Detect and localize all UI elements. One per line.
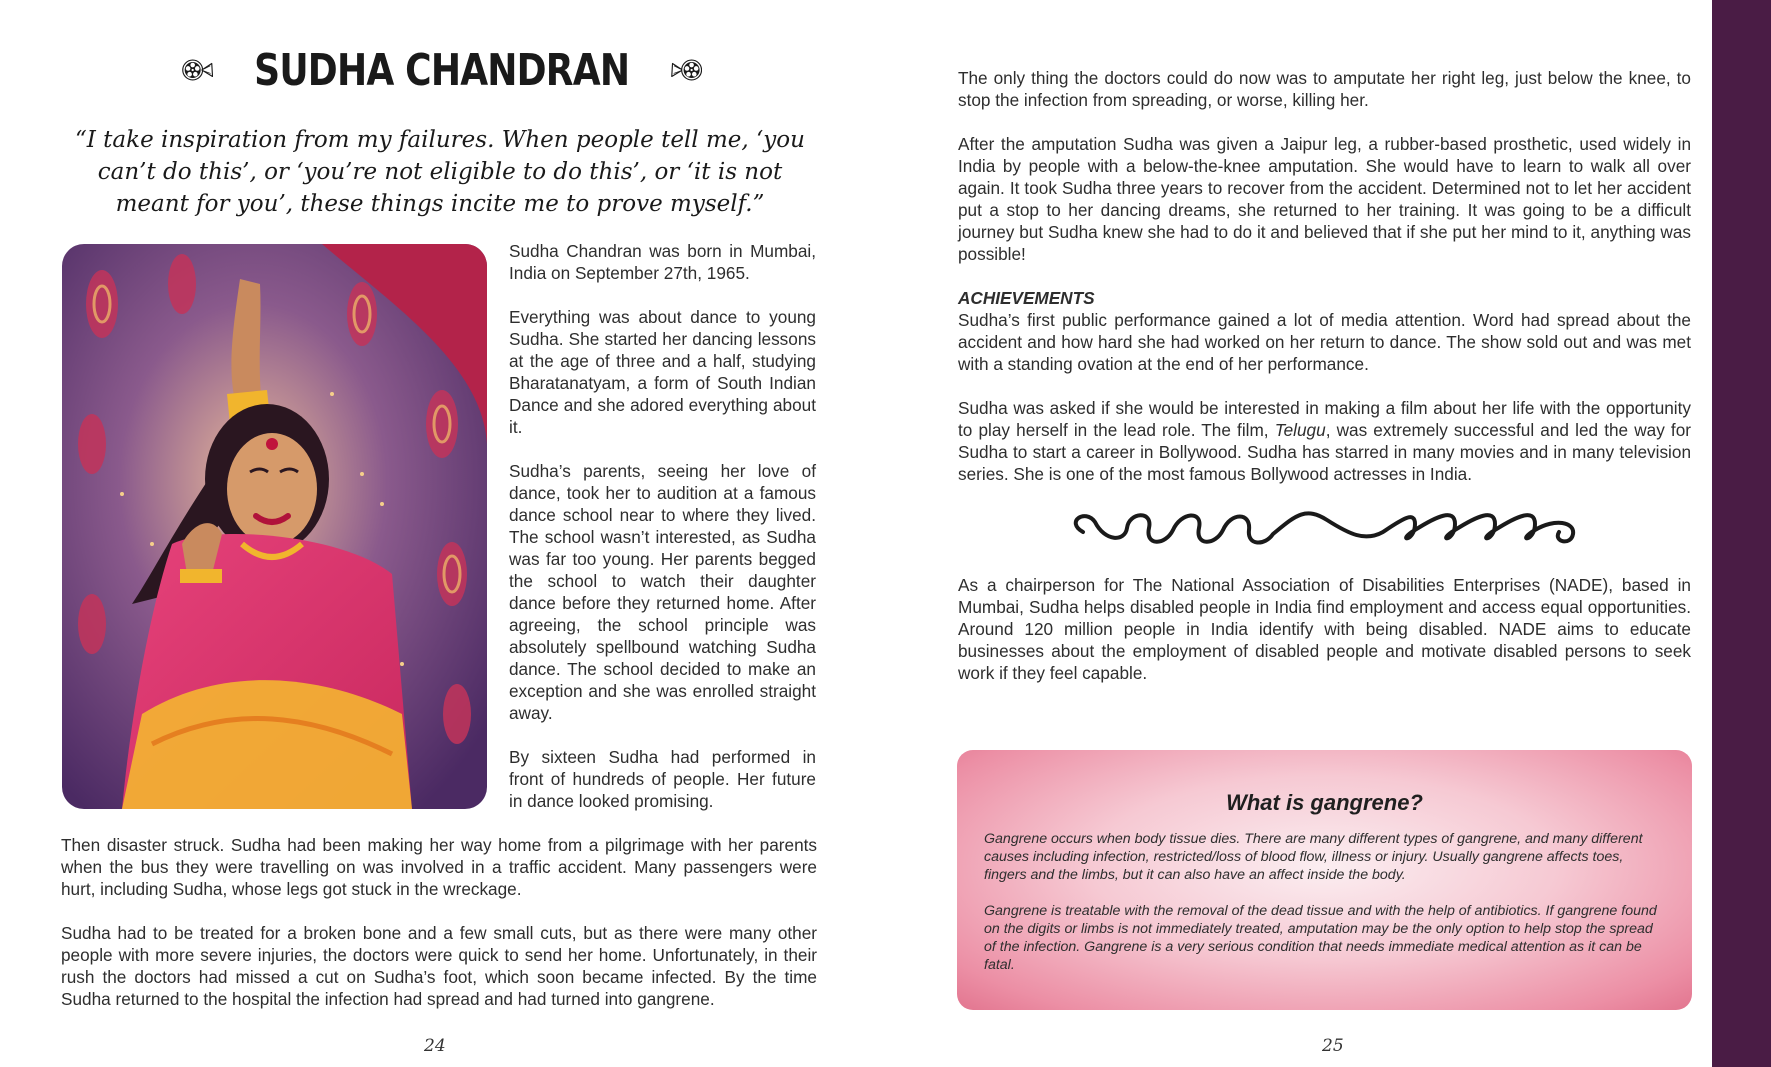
intro-column xyxy=(509,240,816,834)
page-number-right: 25 xyxy=(1322,1036,1344,1056)
film-paragraph xyxy=(958,397,1691,485)
purple-page-edge xyxy=(1712,0,1771,1067)
achievements-heading: ACHIEVEMENTS xyxy=(958,288,1095,308)
paragraph: Sudha had to be treated for a broken bone and a few small cuts, but as there were many other people with more severe injuries, the doctors were quick to send her home. Unfortunately, in their rush the doctors had missed a cut on Sudha’s foot, which soon became infected. By the time Sudha returned to the hospital the infection had spread and had turned into gangrene. xyxy=(61,923,817,1009)
paragraph: Sudha Chandran was born in Mumbai, India on September 27th, 1965. xyxy=(509,241,816,283)
paragraph: Then disaster struck. Sudha had been making her way home from a pilgrimage with her parents when the bus they were travelling on was involved in a traffic accident. Many passengers were hurt, including Sudha, whose legs got stuck in the wreckage. xyxy=(61,835,817,899)
paragraph: Gangrene is treatable with the removal of the dead tissue and with the help of antibiotics. If gangrene found on the digits or limbs is not immediately treated, amputation may be the only option to help stop the spread of the infection. Gangrene is a very serious condition that needs immediate medical attention as it can be fatal. xyxy=(984,903,1657,973)
accident-text xyxy=(61,834,817,1032)
film-text-start: Sudha was asked if she would be interested in making a film about her life with the opportunity to play herself in the lead role. The film, xyxy=(958,398,1691,440)
film-reel-icon xyxy=(182,39,213,101)
paragraph: The only thing the doctors could do now was to amputate her right leg, just below the knee, to stop the infection from spreading, or worse, killing her. xyxy=(958,68,1691,110)
film-text-end: , was extremely successful and led the way for Sudha to start a career in Bollywood. Sudha has starred in many movies and in many television series. She is one of the most famous Bollywood actresses in India. xyxy=(958,420,1691,484)
title-row xyxy=(182,36,702,104)
paragraph: By sixteen Sudha had performed in front of hundreds of people. Her future in dance looked promising. xyxy=(509,747,816,811)
decorative-squiggle-divider xyxy=(1065,502,1585,554)
achievements-section xyxy=(958,287,1691,375)
paragraph: After the amputation Sudha was given a Jaipur leg, a rubber-based prosthetic, used widely in India by people with a below-the-knee amputation. She would have to learn to walk all over again. It took Sudha three years to recover from the accident. Determined not to let her accident put a stop to her dancing dreams, she returned to her training. It was going to be a difficult journey but Sudha knew she had to do it and believed that if she put her mind to it, anything was possible! xyxy=(958,134,1691,264)
page-title: SUDHA CHANDRAN xyxy=(254,44,630,96)
film-title: Telugu xyxy=(1274,420,1326,440)
info-box-title: What is gangrene? xyxy=(1226,790,1423,815)
gangrene-info-box xyxy=(957,750,1692,1010)
dancer-illustration xyxy=(62,244,487,809)
paragraph: Sudha’s parents, seeing her love of dance, took her to audition at a famous dance school near to where they lived. The school wasn’t interested, as Sudha was far too young. Her parents begged the school to watch their daughter dance before they returned home. After agreeing, the school principle was absolutely spellbound watching Sudha dance. The school decided to make an exception and she was enrolled straight away. xyxy=(509,461,816,723)
paragraph: Everything was about dance to young Sudha. She started her dancing lessons at the age of three and a half, studying Bharatanatyam, a form of South Indian Dance and she adored everything about it. xyxy=(509,307,816,437)
quote: “I take inspiration from my failures. When people tell me, ‘you can’t do this’, or ‘you’re not eligible to do this’, or ‘it is not meant for you’, these things incite me to prove myself.” xyxy=(75,127,805,217)
left-page xyxy=(0,0,885,1067)
paragraph: Gangrene occurs when body tissue dies. There are many different types of gangrene, and many different causes including infection, restricted/loss of blood flow, illness or injury. Usually gangrene affects toes, fingers and the limbs, but it can also have an affect inside the body. xyxy=(984,831,1643,883)
nade-text xyxy=(958,574,1691,706)
right-page-text xyxy=(958,67,1691,507)
page-number-left: 24 xyxy=(424,1036,446,1056)
info-box-text xyxy=(984,830,1664,992)
achievements-text: Sudha’s first public performance gained a lot of media attention. Word had spread about the accident and how hard she had worked on her return to dance. The show sold out and was met with a standing ovation at the end of her performance. xyxy=(958,310,1691,374)
paragraph: As a chairperson for The National Association of Disabilities Enterprises (NADE), based in Mumbai, Sudha helps disabled people in India find employment and access equal opportunities. Around 120 million people in India identify with being disabled. NADE aims to educate businesses about the employment of disabled people and motivate disabled persons to seek work if they feel capable. xyxy=(958,575,1691,683)
film-reel-icon xyxy=(671,39,702,101)
